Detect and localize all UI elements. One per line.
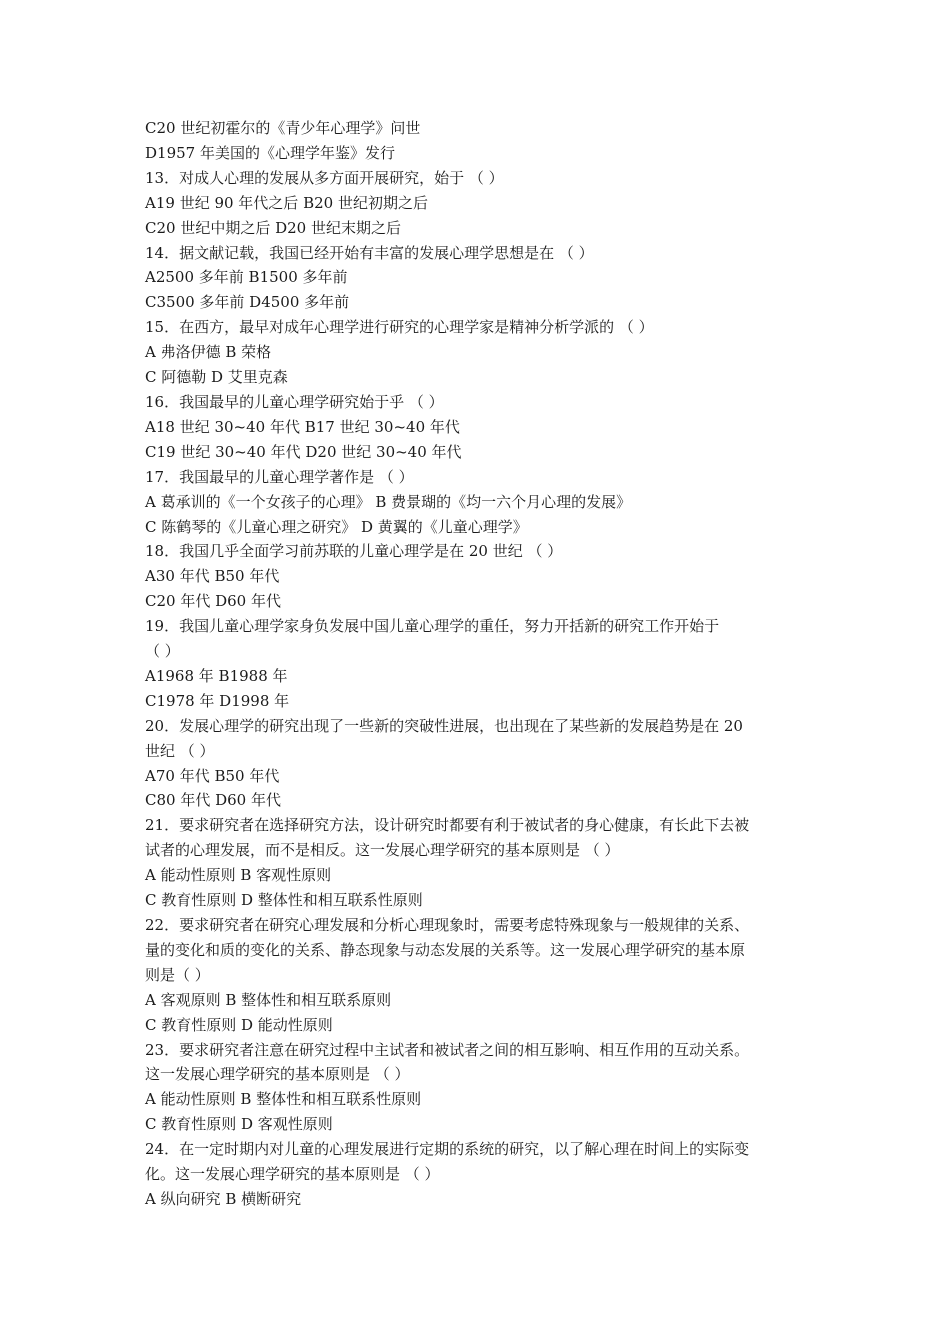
question-19: 19．我国儿童心理学家身负发展中国儿童心理学的重任，努力开括新的研究工作开始于 (145, 617, 720, 636)
document-page (145, 116, 815, 1212)
question-24-cont: 化。这一发展心理学研究的基本原则是 （ ） (145, 1165, 440, 1184)
question-22-cont: 则是（ ） (145, 965, 210, 984)
options-line: C19 世纪 30~40 年代 D20 世纪 30~40 年代 (145, 442, 462, 461)
options-line: A19 世纪 90 年代之后 B20 世纪初期之后 (145, 193, 428, 212)
options-line: A 弗洛伊德 B 荣格 (145, 343, 272, 362)
question-22: 22．要求研究者在研究心理发展和分析心理现象时，需要考虑特殊现象与一般规律的关系、 (145, 916, 750, 934)
question-23: 23．要求研究者注意在研究过程中主试者和被试者之间的相互影响、相互作用的互动关系。 (145, 1040, 750, 1059)
question-14: 14．据文献记载，我国已经开始有丰富的发展心理学思想是在 （ ） (145, 243, 594, 262)
text-line: D1957 年美国的《心理学年鉴》发行 (145, 143, 395, 162)
question-15: 15．在西方，最早对成年心理学进行研究的心理学家是精神分析学派的 （ ） (145, 318, 654, 337)
options-line: A 纵向研究 B 横断研究 (145, 1189, 302, 1208)
options-line: C20 世纪中期之后 D20 世纪末期之后 (145, 218, 401, 237)
question-16: 16．我国最早的儿童心理学研究始于乎 （ ） (145, 392, 444, 411)
options-line: C1978 年 D1998 年 (145, 691, 290, 710)
options-line: A30 年代 B50 年代 (145, 567, 280, 586)
options-line: C80 年代 D60 年代 (145, 791, 281, 810)
text-line: C20 世纪初霍尔的《青少年心理学》问世 (145, 119, 421, 137)
options-line: A70 年代 B50 年代 (145, 766, 280, 785)
options-line: C 陈鹤琴的《儿童心理之研究》 D 黄翼的《儿童心理学》 (145, 517, 528, 536)
options-line: A2500 多年前 B1500 多年前 (145, 268, 348, 287)
options-line: C3500 多年前 D4500 多年前 (145, 293, 350, 312)
question-23-cont: 这一发展心理学研究的基本原则是 （ ） (145, 1065, 410, 1084)
question-21: 21．要求研究者在选择研究方法，设计研究时都要有利于被试者的身心健康，有长此下去被 (145, 816, 750, 835)
question-19-cont: （ ） (145, 642, 180, 661)
options-line: A18 世纪 30~40 年代 B17 世纪 30~40 年代 (145, 417, 460, 436)
question-20-cont: 世纪 （ ） (145, 741, 215, 760)
options-line: A1968 年 B1988 年 (145, 666, 288, 685)
options-line: A 能动性原则 B 客观性原则 (145, 866, 332, 885)
options-line: A 客观原则 B 整体性和相互联系原则 (145, 990, 392, 1009)
question-21-cont: 试者的心理发展，而不是相反。这一发展心理学研究的基本原则是 （ ） (145, 841, 620, 860)
question-18: 18．我国几乎全面学习前苏联的儿童心理学是在 20 世纪 （ ） (145, 542, 563, 561)
question-13: 13．对成人心理的发展从多方面开展研究，始于 （ ） (145, 168, 504, 187)
options-line: C20 年代 D60 年代 (145, 592, 281, 611)
options-line: C 教育性原则 D 能动性原则 (145, 1015, 333, 1034)
question-17: 17．我国最早的儿童心理学著作是 （ ） (145, 467, 414, 486)
question-20: 20．发展心理学的研究出现了一些新的突破性进展，也出现在了某些新的发展趋势是在 20 (145, 716, 743, 735)
question-24: 24．在一定时期内对儿童的心理发展进行定期的系统的研究，以了解心理在时间上的实际变 (145, 1140, 750, 1159)
options-line: C 教育性原则 D 客观性原则 (145, 1115, 333, 1134)
options-line: A 葛承训的《一个女孩子的心理》 B 费景瑚的《均一六个月心理的发展》 (145, 492, 632, 511)
options-line: A 能动性原则 B 整体性和相互联系性原则 (145, 1090, 422, 1109)
options-line: C 阿德勒 D 艾里克森 (145, 368, 288, 387)
options-line: C 教育性原则 D 整体性和相互联系性原则 (145, 891, 423, 910)
question-22-cont: 量的变化和质的变化的关系、静态现象与动态发展的关系等。这一发展心理学研究的基本原 (145, 940, 746, 959)
